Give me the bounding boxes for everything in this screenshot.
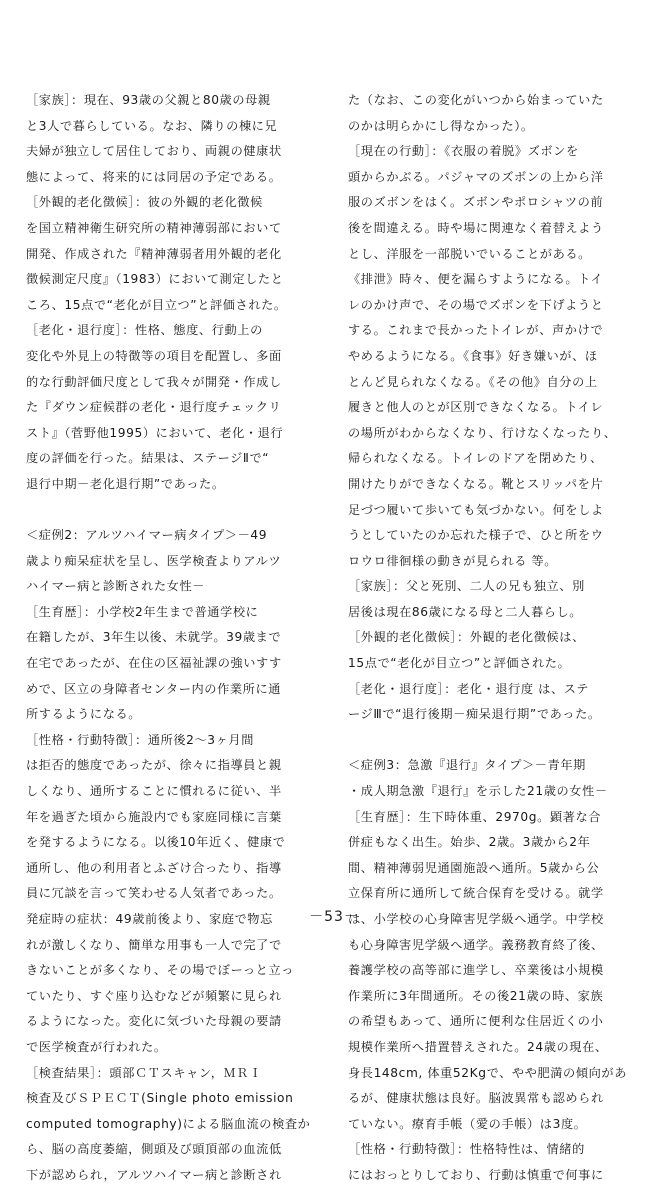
text-line: 発症時の症状：49歳前後より、家庭で物忘 <box>26 912 273 926</box>
paragraph-gap <box>348 728 648 754</box>
text-line: ［老化・退行度］：性格、態度、行動上の <box>26 323 263 338</box>
text-line: ［家族］：現在、93歳の父親と80歳の母親 <box>26 93 271 107</box>
text-line: は拒否的態度であったが、徐々に指導員と親 <box>26 758 282 773</box>
text-line: 態によって、将来的には同居の予定である。 <box>26 169 282 184</box>
text-line: ［外観的老化徴候］：外観的老化徴候は、 <box>348 630 585 645</box>
text-line: れが激しくなり、簡単な用事も一人で完了で <box>26 937 282 952</box>
text-line: とし、洋服を一部脱いでいることがある。 <box>348 246 591 261</box>
text-line: 的な行動評価尺度として我々が開発・作成し <box>26 374 282 389</box>
text-line: ［生育歴］：小学校2年生まで普通学校に <box>26 604 259 619</box>
text-line: 身長148cm, 体重52Kgで、やや肥満の傾向があ <box>348 1065 627 1080</box>
text-line: を発するようになる。以後10年近く、健康で <box>26 835 286 850</box>
text-line: るが、健康状態は良好。脳波異常も認められ <box>348 1091 604 1106</box>
text-line: やめるようになる。《食事》好き嫌いが、ほ <box>348 348 598 363</box>
text-line: ロウロ徘徊様の動きが見られる 等。 <box>348 553 558 568</box>
text-line: 後を間違える。時や場に関連なく着替えよう <box>348 220 604 235</box>
paragraph-gap <box>26 498 326 524</box>
text-line: ［検査結果］：頭部ＣＴスキャン，ＭＲＩ <box>26 1065 262 1080</box>
text-line: 年を過ぎた頃から施設内でも家庭同様に言葉 <box>26 809 282 824</box>
text-line: する。これまで長かったトイレが、声かけで <box>348 323 604 338</box>
text-line: めで、区立の身障者センター内の作業所に通 <box>26 681 282 696</box>
text-line: 下が認められ，アルツハイマー病と診断され <box>26 1167 282 1182</box>
text-line: 変化や外見上の特徴等の項目を配置し、多面 <box>26 348 282 363</box>
text-line: ・成人期急激『退行』を示した21歳の女性－ <box>348 784 608 799</box>
text-line: 立保育所に通所して統合保育を受ける。就学 <box>348 886 604 901</box>
text-line: も心身障害児学級へ通学。義務教育終了後、 <box>348 937 604 952</box>
text-line: ていない。療育手帳（愛の手帳）は3度。 <box>348 1116 587 1131</box>
text-line: 夫婦が独立して居住しており、両親の健康状 <box>26 144 282 159</box>
right-column <box>348 88 648 1189</box>
text-line: で医学検査が行われた。 <box>26 1039 167 1054</box>
text-line: た『ダウン症候群の老化・退行度チェックリ <box>26 400 282 415</box>
text-line: 開けたりができなくなる。靴とスリッパを片 <box>348 476 604 491</box>
text-line: の希望もあって、通所に便利な住居近くの小 <box>348 1014 604 1029</box>
text-line: ージⅢで“退行後期－痴呆退行期”であった。 <box>348 707 601 722</box>
text-line: 帰られなくなる。トイレのドアを閉めたり、 <box>348 451 603 466</box>
text-line: スト』（菅野他1995）において、老化・退行 <box>26 425 284 440</box>
text-line: 歳より痴呆症状を呈し、医学検査よりアルツ <box>26 553 282 568</box>
text-line: とんど見られなくなる。《その他》自分の上 <box>348 374 598 389</box>
text-line: た（なお、この変化がいつから始まっていた <box>348 93 604 107</box>
text-line: ［家族］：父と死別、二人の兄も独立、別 <box>348 579 585 594</box>
text-line: ていたり、すぐ座り込むなどが頻繁に見られ <box>26 988 282 1003</box>
text-line: ［生育歴］：生下時体重、2970g。顕著な合 <box>348 809 602 824</box>
text-line: 頭からかぶる。パジャマのズボンの上から洋 <box>348 169 604 184</box>
text-line: ハイマー病と診断された女性－ <box>26 579 206 594</box>
text-line: 養護学校の高等部に進学し、卒業後は小規模 <box>348 963 604 978</box>
page-number: －53－ <box>309 909 359 925</box>
text-line: 所するようになる。 <box>26 707 142 722</box>
text-line: 度の評価を行った。結果は、ステージⅡで“ <box>26 451 270 466</box>
text-line: は、小学校の心身障害児学級へ通学。中学校 <box>348 912 604 926</box>
text-line: 員に冗談を言って笑わせる人気者であった。 <box>26 886 282 901</box>
text-line: 通所し、他の利用者とふざけ合ったり、指導 <box>26 860 282 875</box>
left-column <box>26 88 326 1189</box>
text-line: 《排泄》時々、便を漏らすようになる。トイ <box>348 272 604 287</box>
text-line: 作業所に3年間通所。その後21歳の時、家族 <box>348 988 604 1003</box>
text-line: レのかけ声で、その場でズボンを下げようと <box>348 297 604 312</box>
text-line: 服のズボンをはく。ズボンやポロシャツの前 <box>348 195 604 210</box>
text-line: のかは明らかにし得なかった）。 <box>348 118 534 133</box>
text-line: と3人で暮らしている。なお、隣りの棟に兄 <box>26 118 278 133</box>
text-line: きないことが多くなり、その場でぼーっと立っ <box>26 963 295 978</box>
text-line: ［老化・退行度］：老化・退行度 は、ステ <box>348 681 590 696</box>
text-line: 在籍したが、3年生以後、未就学。39歳まで <box>26 630 282 645</box>
text-line: 足づつ履いて歩いても気づかない。何をしよ <box>348 502 604 517</box>
text-line: 在宅であったが、在住の区福祉課の強いすす <box>26 656 282 671</box>
text-line: 開発、作成された『精神薄弱者用外観的老化 <box>26 246 282 261</box>
text-line: るようになった。変化に気づいた母親の要請 <box>26 1014 282 1029</box>
text-line: の場所がわからなくなり、行けなくなったり、 <box>348 425 617 440</box>
text-line: 居後は現在86歳になる母と二人暮らし。 <box>348 604 583 619</box>
text-line: うとしていたのか忘れた様子で、ひと所をウ <box>348 528 604 543</box>
text-line: ［現在の行動］：《衣服の着脱》ズボンを <box>348 144 579 159</box>
text-line: 15点で“老化が目立つ”と評価された。 <box>348 656 571 671</box>
text-line: ＜症例2：アルツハイマー病タイプ＞－49 <box>26 528 268 543</box>
text-line: 履きと他人のとが区別できなくなる。トイレ <box>348 400 604 415</box>
text-line: 間、精神薄弱児通園施設へ通所。5歳から公 <box>348 860 600 875</box>
text-line: ［性格・行動特徴］：性格特性は、情緒的 <box>348 1142 585 1157</box>
text-line: 退行中期－老化退行期”であった。 <box>26 476 225 491</box>
text-line: ［性格・行動特徴］：通所後2～3ヶ月間 <box>26 732 254 747</box>
text-line: ら、脳の高度萎縮，側頭及び頭頂部の血流低 <box>26 1142 282 1157</box>
text-line: を国立精神衛生研究所の精神薄弱部において <box>26 220 282 235</box>
text-line: computed tomography)による脳血流の検査か <box>26 1116 311 1131</box>
text-line: ［外観的老化徴候］：彼の外観的老化徴候 <box>26 195 263 210</box>
text-line: 検査及びＳＰＥＣＴ(Single photo emission <box>26 1091 294 1106</box>
text-line: しくなり、通所することに慣れるに従い、半 <box>26 784 282 799</box>
text-line: 徴候測定尺度』（1983）において測定したと <box>26 272 284 287</box>
text-line: にはおっとりしており、行動は慎重で何事に <box>348 1167 604 1182</box>
text-line: ＜症例3：急激『退行』タイプ＞－青年期 <box>348 758 586 773</box>
text-line: 規模作業所へ措置替えされた。24歳の現在、 <box>348 1039 608 1054</box>
text-line: 併症もなく出生。始歩、2歳。3歳から2年 <box>348 835 591 850</box>
text-line: ころ、15点で“老化が目立つ”と評価された。 <box>26 297 287 312</box>
